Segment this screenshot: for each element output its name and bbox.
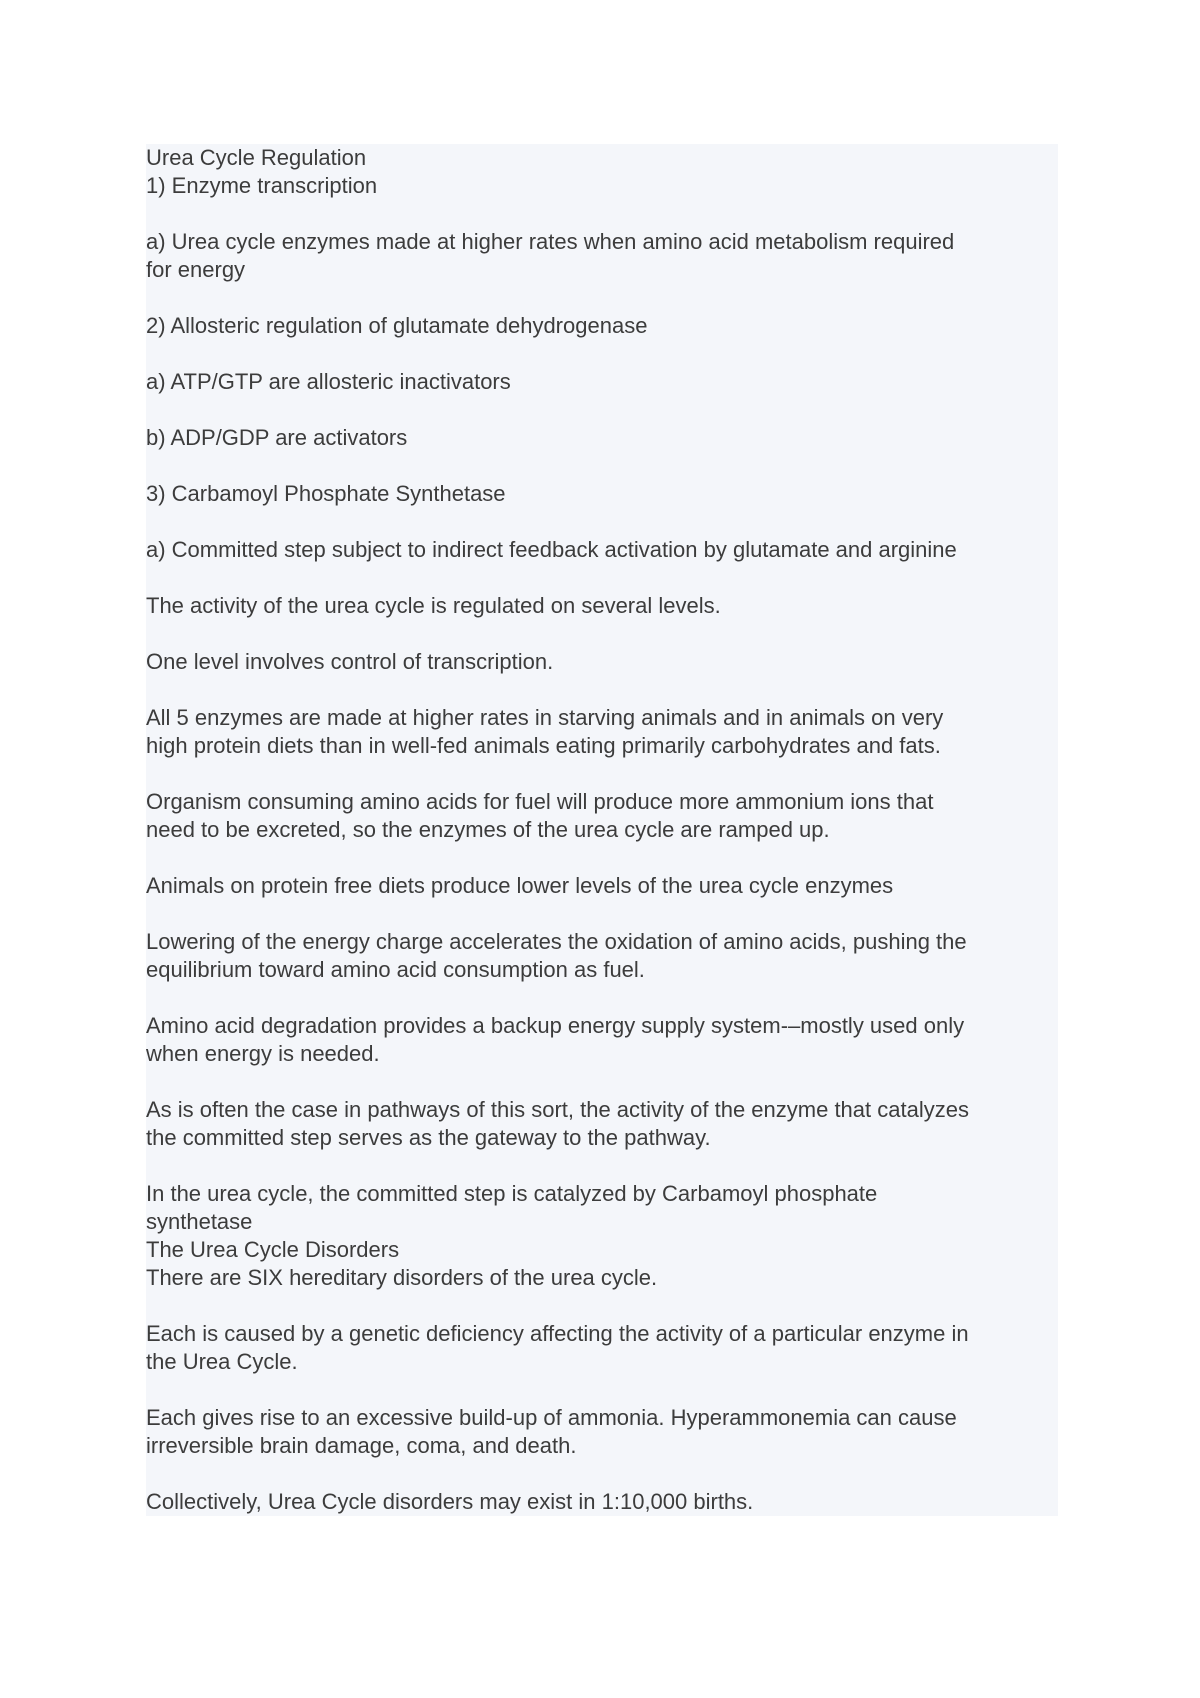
paragraph-gap	[146, 1376, 1058, 1404]
text-line: 2) Allosteric regulation of glutamate dehydrogenase	[146, 313, 648, 338]
paragraph-gap	[146, 900, 1058, 928]
text-line: Urea Cycle Regulation	[146, 145, 367, 170]
text-line: irreversible brain damage, coma, and death.	[146, 1433, 577, 1458]
text-line: All 5 enzymes are made at higher rates in starving animals and in animals on very	[146, 705, 944, 730]
paragraph-gap	[146, 564, 1058, 592]
paragraph-gap	[146, 340, 1058, 368]
text-line: As is often the case in pathways of this sort, the activity of the enzyme that catalyzes	[146, 1097, 969, 1122]
text-line: the Urea Cycle.	[146, 1349, 298, 1374]
text-line: when energy is needed.	[146, 1041, 380, 1066]
paragraph-gap	[146, 396, 1058, 424]
text-line: The activity of the urea cycle is regulated on several levels.	[146, 593, 721, 618]
text-line: Lowering of the energy charge accelerates the oxidation of amino acids, pushing the	[146, 929, 967, 954]
paragraph-gap	[146, 1460, 1058, 1488]
text-line: Each is caused by a genetic deficiency affecting the activity of a particular enzyme in	[146, 1321, 969, 1346]
paragraph-gap	[146, 1292, 1058, 1320]
text-line: b) ADP/GDP are activators	[146, 425, 408, 450]
text-line: a) Urea cycle enzymes made at higher rates when amino acid metabolism required	[146, 229, 955, 254]
paragraph-gap	[146, 984, 1058, 1012]
text-line: high protein diets than in well-fed animals eating primarily carbohydrates and fats.	[146, 733, 941, 758]
text-line: need to be excreted, so the enzymes of the urea cycle are ramped up.	[146, 817, 830, 842]
paragraph-gap	[146, 620, 1058, 648]
text-line: 1) Enzyme transcription	[146, 173, 378, 198]
text-line: Amino acid degradation provides a backup energy supply system-–mostly used only	[146, 1013, 965, 1038]
text-line: a) Committed step subject to indirect feedback activation by glutamate and arginine	[146, 537, 957, 562]
paragraph-gap	[146, 452, 1058, 480]
text-line: equilibrium toward amino acid consumption as fuel.	[146, 957, 645, 982]
paragraph-gap	[146, 508, 1058, 536]
text-line: The Urea Cycle Disorders	[146, 1237, 400, 1262]
text-line: In the urea cycle, the committed step is catalyzed by Carbamoyl phosphate	[146, 1181, 878, 1206]
document-text-block	[146, 144, 1058, 1516]
paragraph-gap	[146, 1152, 1058, 1180]
paragraph-gap	[146, 760, 1058, 788]
text-line: the committed step serves as the gateway to the pathway.	[146, 1125, 711, 1150]
text-line: a) ATP/GTP are allosteric inactivators	[146, 369, 511, 394]
text-line: 3) Carbamoyl Phosphate Synthetase	[146, 481, 506, 506]
paragraph-gap	[146, 200, 1058, 228]
paragraph-gap	[146, 1068, 1058, 1096]
text-line: One level involves control of transcription.	[146, 649, 554, 674]
text-line: for energy	[146, 257, 246, 282]
text-line: There are SIX hereditary disorders of the urea cycle.	[146, 1265, 658, 1290]
text-line: Each gives rise to an excessive build-up of ammonia. Hyperammonemia can cause	[146, 1405, 957, 1430]
paragraph-gap	[146, 676, 1058, 704]
paragraph-gap	[146, 284, 1058, 312]
paragraph-gap	[146, 844, 1058, 872]
text-line: Organism consuming amino acids for fuel will produce more ammonium ions that	[146, 789, 934, 814]
text-line: synthetase	[146, 1209, 253, 1234]
text-line: Animals on protein free diets produce lower levels of the urea cycle enzymes	[146, 873, 894, 898]
text-line: Collectively, Urea Cycle disorders may exist in 1:10,000 births.	[146, 1489, 754, 1514]
